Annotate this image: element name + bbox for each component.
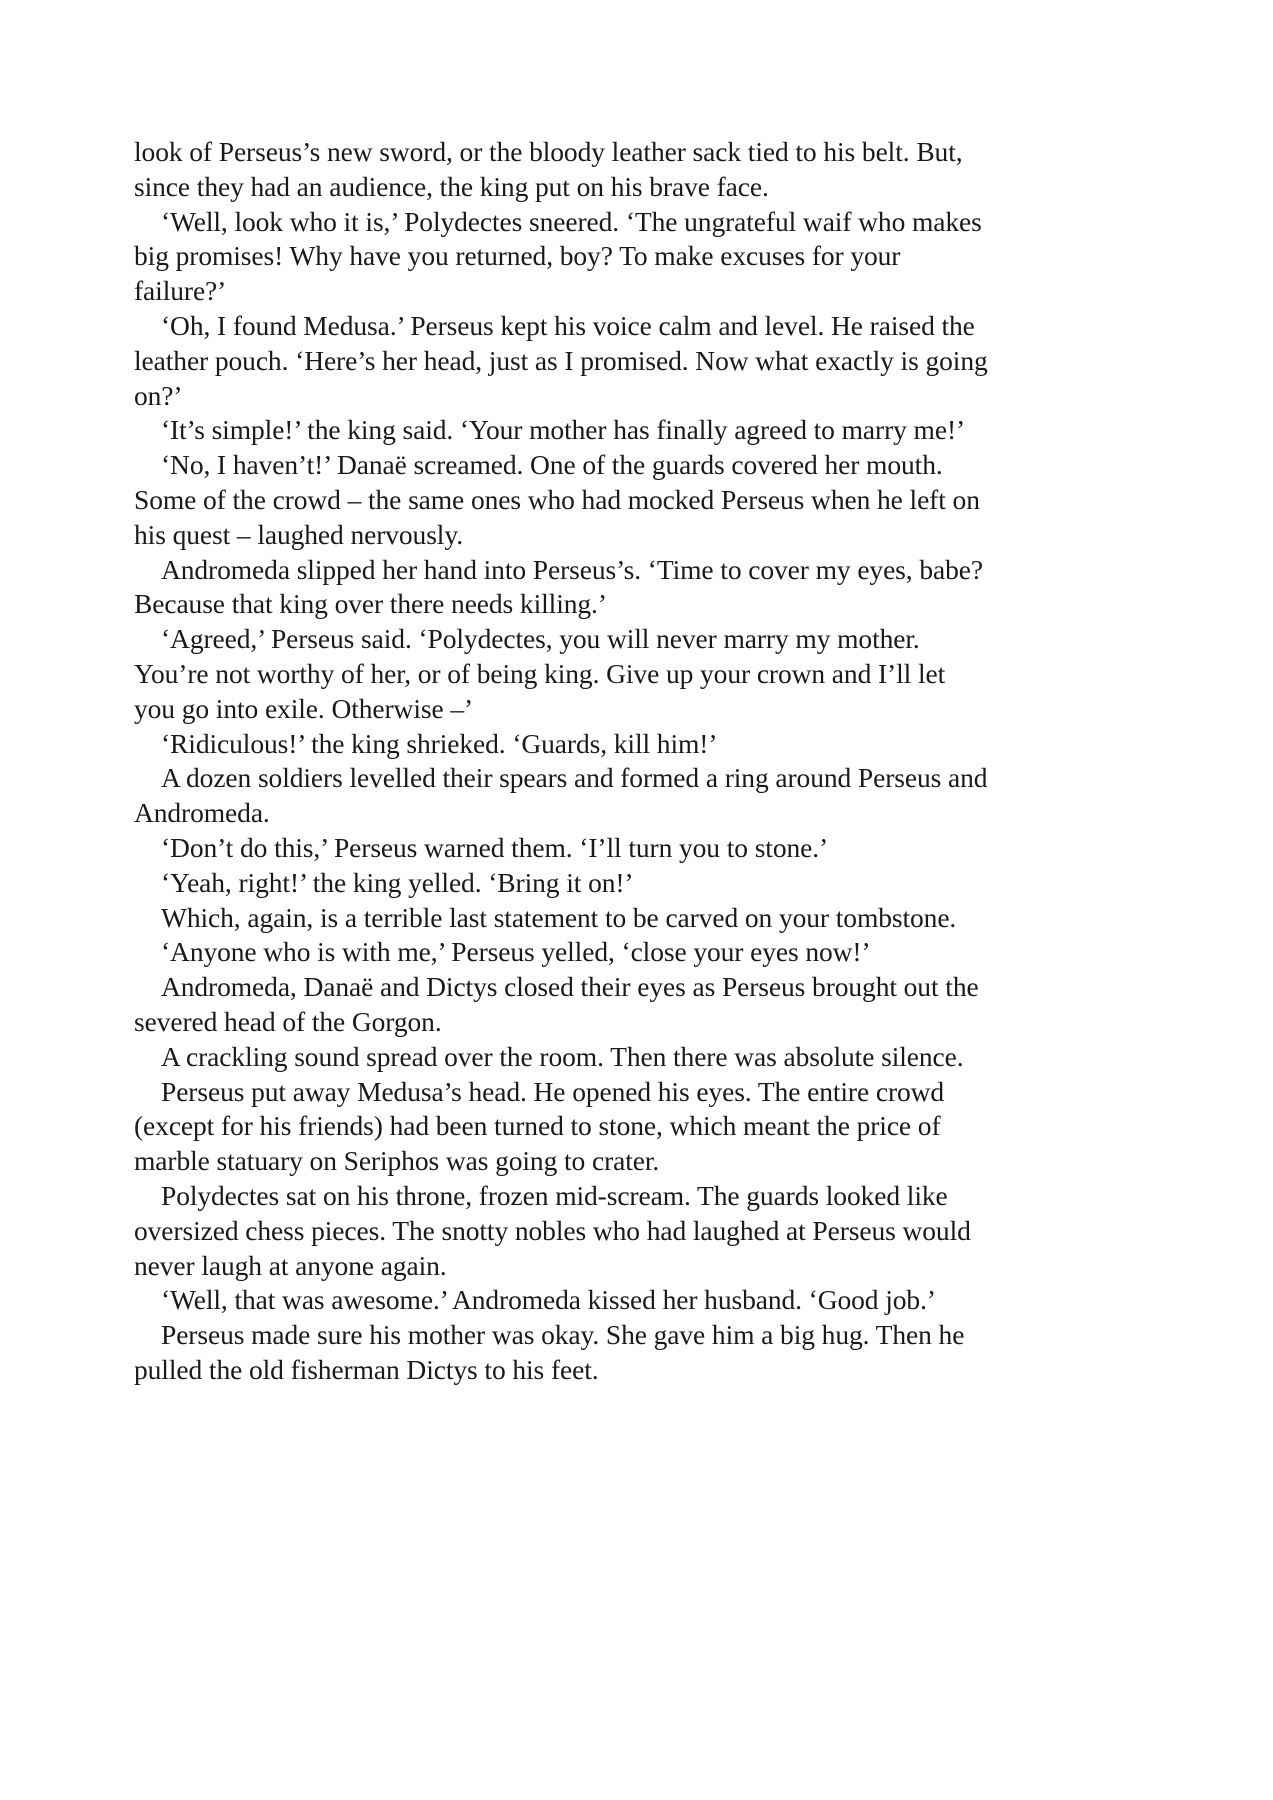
- text-line: A dozen soldiers levelled their spears and formed a ring around Perseus and: [161, 762, 988, 794]
- text-line: never laugh at anyone again.: [134, 1249, 447, 1281]
- text-line: Some of the crowd – the same ones who had mocked Perseus when he left on: [134, 483, 980, 515]
- text-line: ‘Ridiculous!’ the king shrieked. ‘Guards, kill him!’: [161, 727, 718, 759]
- text-line: ‘Anyone who is with me,’ Perseus yelled, ‘close your eyes now!’: [161, 936, 871, 968]
- text-line: Which, again, is a terrible last statement to be carved on your tombstone.: [161, 901, 957, 933]
- text-line: Perseus put away Medusa’s head. He opened his eyes. The entire crowd: [161, 1075, 945, 1107]
- text-line: Perseus made sure his mother was okay. She gave him a big hug. Then he: [161, 1319, 965, 1351]
- body-text: [134, 135, 1134, 1388]
- text-line: pulled the old fisherman Dictys to his feet.: [134, 1353, 599, 1385]
- text-line: Andromeda.: [134, 797, 270, 829]
- text-line: ‘Oh, I found Medusa.’ Perseus kept his voice calm and level. He raised the: [161, 309, 975, 341]
- text-line: ‘It’s simple!’ the king said. ‘Your mother has finally agreed to marry me!’: [161, 414, 966, 446]
- text-line: Andromeda, Danaë and Dictys closed their eyes as Perseus brought out the: [161, 971, 979, 1003]
- text-line: ‘Well, look who it is,’ Polydectes sneered. ‘The ungrateful waif who makes: [161, 205, 982, 237]
- text-line: since they had an audience, the king put on his brave face.: [134, 170, 769, 202]
- text-line: ‘Agreed,’ Perseus said. ‘Polydectes, you will never marry my mother.: [161, 623, 920, 655]
- text-line: Polydectes sat on his throne, frozen mid-scream. The guards looked like: [161, 1179, 948, 1211]
- text-line: Andromeda slipped her hand into Perseus’s. ‘Time to cover my eyes, babe?: [161, 553, 983, 585]
- text-line: ‘Don’t do this,’ Perseus warned them. ‘I’ll turn you to stone.’: [161, 831, 829, 863]
- text-line: ‘Well, that was awesome.’ Andromeda kissed her husband. ‘Good job.’: [161, 1284, 936, 1316]
- text-line: big promises! Why have you returned, boy? To make excuses for your: [134, 240, 901, 272]
- text-line: look of Perseus’s new sword, or the bloody leather sack tied to his belt. But,: [134, 136, 963, 167]
- text-line: You’re not worthy of her, or of being king. Give up your crown and I’ll let: [134, 657, 946, 689]
- text-line: oversized chess pieces. The snotty nobles who had laughed at Perseus would: [134, 1214, 971, 1246]
- text-line: Because that king over there needs killing.’: [134, 588, 607, 620]
- text-line: leather pouch. ‘Here’s her head, just as I promised. Now what exactly is going: [134, 344, 988, 376]
- text-line: on?’: [134, 379, 183, 411]
- text-line: marble statuary on Seriphos was going to crater.: [134, 1145, 660, 1177]
- text-line: severed head of the Gorgon.: [134, 1005, 442, 1037]
- text-line: A crackling sound spread over the room. Then there was absolute silence.: [161, 1040, 964, 1072]
- text-line: you go into exile. Otherwise –’: [134, 692, 474, 724]
- text-line: his quest – laughed nervously.: [134, 518, 463, 550]
- text-line: failure?’: [134, 275, 227, 307]
- text-line: (except for his friends) had been turned to stone, which meant the price of: [134, 1110, 941, 1142]
- text-line: ‘No, I haven’t!’ Danaë screamed. One of the guards covered her mouth.: [161, 449, 943, 481]
- text-line: ‘Yeah, right!’ the king yelled. ‘Bring it on!’: [161, 866, 634, 898]
